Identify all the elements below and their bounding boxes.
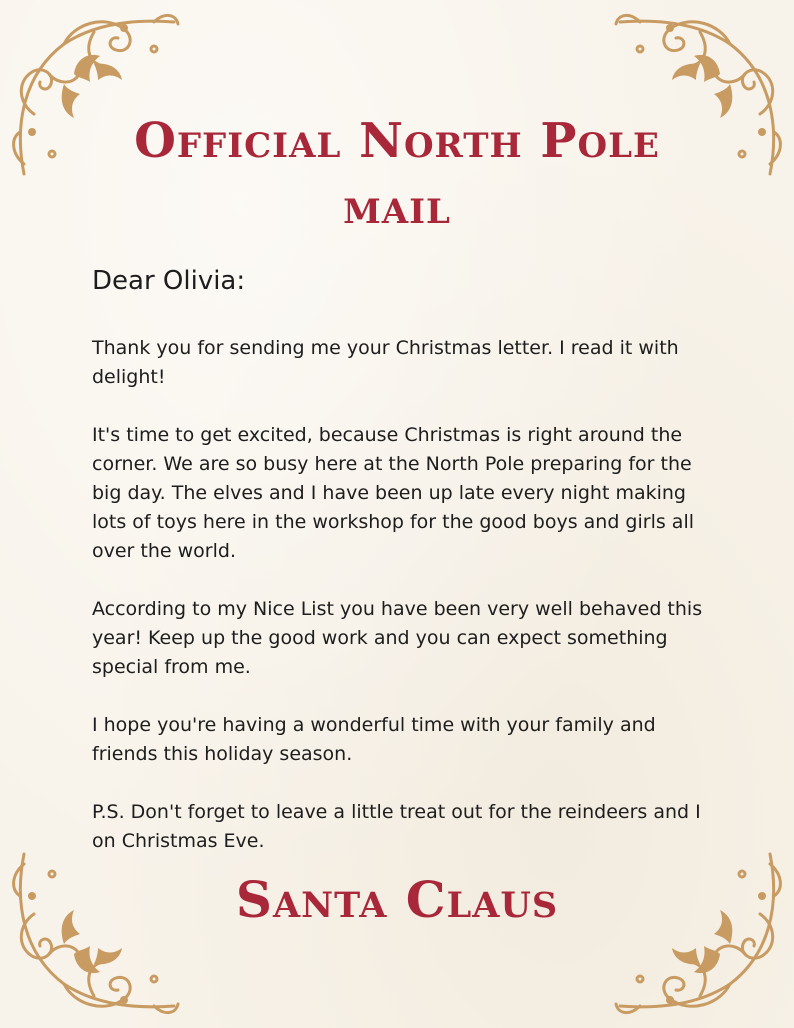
body-paragraph: According to my Nice List you have been very well behaved this year! Keep up the good work and you can expect something special from me. [92,598,703,678]
letter-body [92,334,712,885]
body-paragraph: It's time to get excited, because Christmas is right around the corner. We are so busy here at the North Pole preparing for the big day. The elves and I have been up late every night making lots of toys here in the workshop for the good boys and girls all over the world. [92,424,694,562]
salutation: Dear Olivia: [92,266,246,296]
postscript-paragraph: P.S. Don't forget to leave a little treat out for the reindeers and I on Christmas Eve. [92,801,701,852]
letter-title: Official North Pole mail [134,113,660,235]
body-paragraph: I hope you're having a wonderful time with your family and friends this holiday season. [92,714,656,765]
body-paragraph: Thank you for sending me your Christmas letter. I read it with delight! [92,337,679,388]
signature: Santa Claus [235,870,559,929]
